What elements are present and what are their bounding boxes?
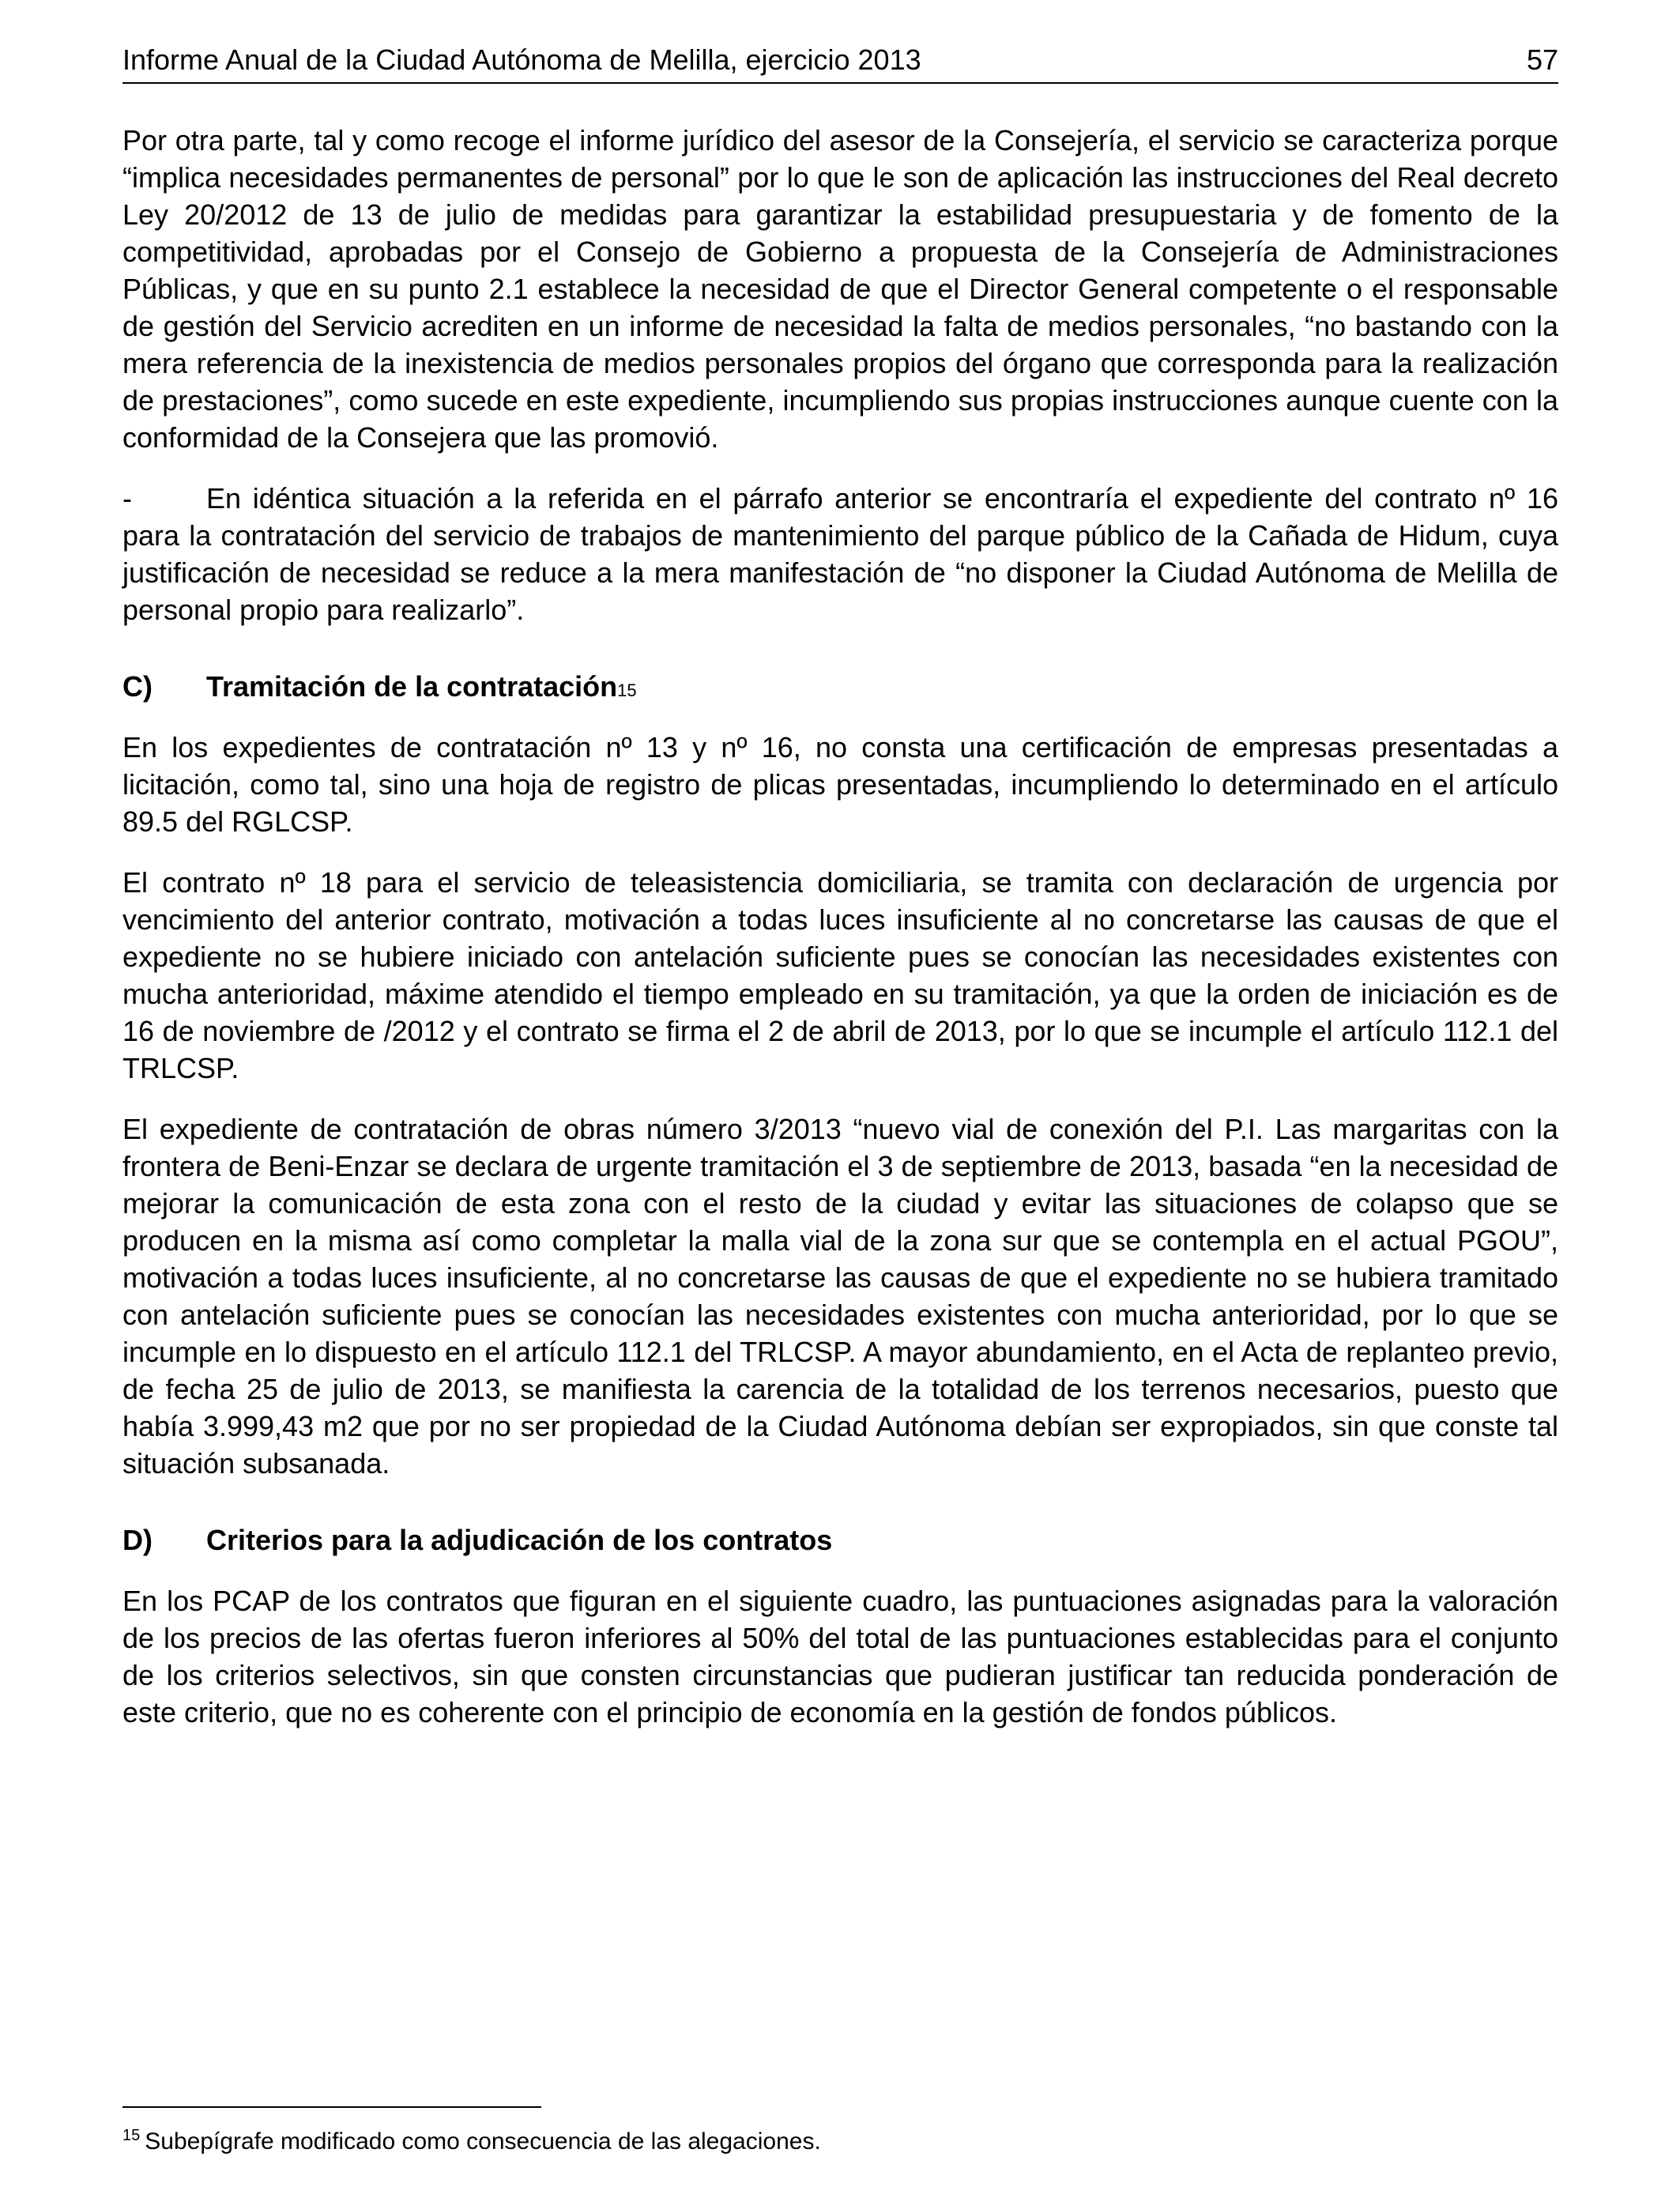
page-number: 57: [1526, 43, 1558, 76]
paragraph-4: El contrato nº 18 para el servicio de teleasistencia domiciliaria, se tramita con declaración de urgencia por vencimiento del anterior contrato, motivación a todas luces insuficiente al no concretarse las causas de que el expediente no se hubiere iniciado con antelación suficiente pues se conocían las necesidades existentes con mucha anterioridad, máxime atendido el tiempo empleado en su tramitación, ya que la orden de iniciación es de 16 de noviembre de /2012 y el contrato se firma el 2 de abril de 2013, por lo que se incumple el artículo 112.1 del TRLCSP.: [122, 866, 1558, 1084]
section-heading-d: [122, 1521, 1558, 1559]
footnote-number: 15: [122, 2127, 141, 2144]
list-dash: -: [122, 482, 132, 515]
footnote-text: Subepígrafe modificado como consecuencia de las alegaciones.: [145, 2128, 821, 2154]
paragraph-3: En los expedientes de contratación nº 13 y nº 16, no consta una certificación de empresas presentadas a licitación, como tal, sino una hoja de registro de plicas presentadas, incumpliendo lo determinado en el artículo 89.5 del RGLCSP.: [122, 731, 1558, 838]
header-title: Informe Anual de la Ciudad Autónoma de Melilla, ejercicio 2013: [122, 43, 921, 76]
section-letter-d: D): [122, 1524, 153, 1556]
footnote: [122, 2126, 821, 2158]
section-letter-c: C): [122, 670, 153, 703]
running-header: [122, 38, 1558, 84]
paragraph-2: [122, 480, 1558, 628]
footnote-separator: [122, 2106, 541, 2108]
section-title-d: Criterios para la adjudicación de los contratos: [206, 1524, 833, 1556]
section-title-c: Tramitación de la contratación: [206, 670, 618, 703]
paragraph-5: El expediente de contratación de obras número 3/2013 “nuevo vial de conexión del P.I. Las margaritas con la frontera de Beni-Enzar se declara de urgente tramitación el 3 de septiembre de 2013, basada “en la necesidad de mejorar la comunicación de esta zona con el resto de la ciudad y evitar las situaciones de colapso que se producen en la misma así como completar la malla vial de la zona sur que se contempla en el actual PGOU”, motivación a todas luces insuficiente, al no concretarse las causas de que el expediente no se hubiera tramitado con antelación suficiente pues se conocían las necesidades existentes con mucha anterioridad, por lo que se incumple en lo dispuesto en el artículo 112.1 del TRLCSP. A mayor abundamiento, en el Acta de replanteo previo, de fecha 25 de julio de 2013, se manifiesta la carencia de la totalidad de los terrenos necesarios, puesto que había 3.999,43 m2 que por no ser propiedad de la Ciudad Autónoma debían ser expropiados, sin que conste tal situación subsanada.: [122, 1113, 1558, 1480]
section-heading-c: C) Tramitación de la contratación 15: [122, 668, 1558, 705]
page-body: [122, 122, 1558, 1755]
paragraph-1: Por otra parte, tal y como recoge el informe jurídico del asesor de la Consejería, el servicio se caracteriza porque “implica necesidades permanentes de personal” por lo que le son de aplicación las instrucciones del Real decreto Ley 20/2012 de 13 de julio de medidas para garantizar la estabilidad presupuestaria y de fomento de la competitividad, aprobadas por el Consejo de Gobierno a propuesta de la Consejería de Administraciones Públicas, y que en su punto 2.1 establece la necesidad de que el Director General competente o el responsable de gestión del Servicio acrediten en un informe de necesidad la falta de medios personales, “no bastando con la mera referencia de la inexistencia de medios personales propios del órgano que corresponda para la realización de prestaciones”, como sucede en este expediente, incumpliendo sus propias instrucciones aunque cuente con la conformidad de la Consejera que las promovió.: [122, 124, 1558, 454]
paragraph-6: En los PCAP de los contratos que figuran en el siguiente cuadro, las puntuaciones asignadas para la valoración de los precios de las ofertas fueron inferiores al 50% del total de las puntuaciones establecidas para el conjunto de los criterios selectivos, sin que consten circunstancias que pudieran justificar tan reducida ponderación de este criterio, que no es coherente con el principio de economía en la gestión de fondos públicos.: [122, 1585, 1558, 1728]
paragraph-2-text: En idéntica situación a la referida en el párrafo anterior se encontraría el expediente del contrato nº 16 para la contratación del servicio de trabajos de mantenimiento del parque público de la Cañada de Hidum, cuya justificación de necesidad se reduce a la mera manifestación de “no disponer la Ciudad Autónoma de Melilla de personal propio para realizarlo”.: [122, 482, 1558, 626]
